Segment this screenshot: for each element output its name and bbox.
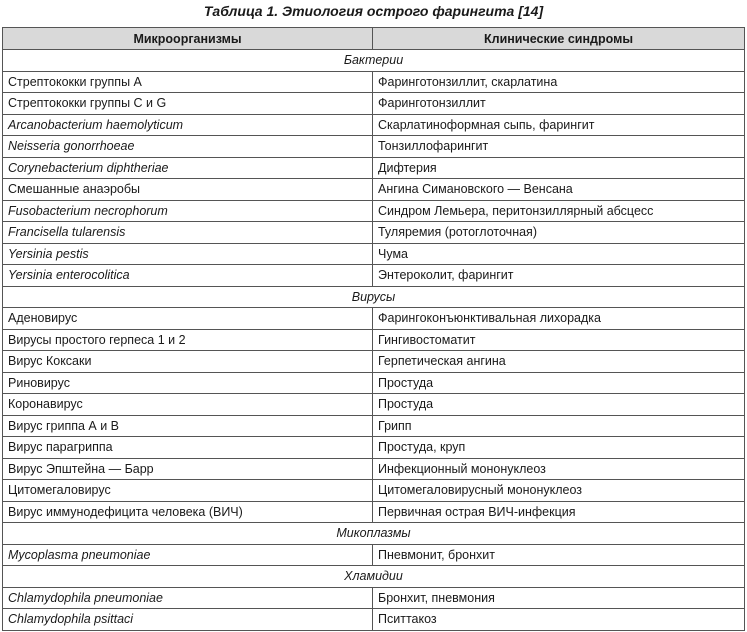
section-row bbox=[3, 286, 745, 308]
syndrome-cell: Первичная острая ВИЧ-инфекция bbox=[373, 501, 745, 523]
organism-cell: Вирус Коксаки bbox=[3, 351, 373, 373]
table-row bbox=[3, 329, 745, 351]
organism-cell: Mycoplasma pneumoniae bbox=[3, 544, 373, 566]
organism-cell: Arcanobacterium haemolyticum bbox=[3, 114, 373, 136]
table-row bbox=[3, 415, 745, 437]
organism-cell: Yersinia pestis bbox=[3, 243, 373, 265]
syndrome-cell: Энтероколит, фарингит bbox=[373, 265, 745, 287]
table-row bbox=[3, 179, 745, 201]
syndrome-cell: Туляремия (ротоглоточная) bbox=[373, 222, 745, 244]
organism-cell: Вирусы простого герпеса 1 и 2 bbox=[3, 329, 373, 351]
section-title: Бактерии bbox=[3, 50, 745, 72]
organism-cell: Смешанные анаэробы bbox=[3, 179, 373, 201]
organism-cell: Francisella tularensis bbox=[3, 222, 373, 244]
header-row bbox=[3, 28, 745, 50]
organism-cell: Neisseria gonorrhoeae bbox=[3, 136, 373, 158]
section-title: Вирусы bbox=[3, 286, 745, 308]
syndrome-cell: Цитомегаловирусный мононуклеоз bbox=[373, 480, 745, 502]
section-title: Микоплазмы bbox=[3, 523, 745, 545]
header-syndromes: Клинические синдромы bbox=[373, 28, 745, 50]
table-body bbox=[3, 50, 745, 631]
syndrome-cell: Гингивостоматит bbox=[373, 329, 745, 351]
syndrome-cell: Грипп bbox=[373, 415, 745, 437]
header-organisms: Микроорганизмы bbox=[3, 28, 373, 50]
syndrome-cell: Пситтакоз bbox=[373, 609, 745, 631]
table-row bbox=[3, 587, 745, 609]
organism-cell: Аденовирус bbox=[3, 308, 373, 330]
table-row bbox=[3, 243, 745, 265]
table-row bbox=[3, 609, 745, 631]
organism-cell: Стрептококки группы А bbox=[3, 71, 373, 93]
table-row bbox=[3, 501, 745, 523]
syndrome-cell: Простуда bbox=[373, 394, 745, 416]
syndrome-cell: Герпетическая ангина bbox=[373, 351, 745, 373]
etiology-table bbox=[2, 27, 745, 631]
syndrome-cell: Простуда bbox=[373, 372, 745, 394]
syndrome-cell: Простуда, круп bbox=[373, 437, 745, 459]
table-row bbox=[3, 222, 745, 244]
table-row bbox=[3, 114, 745, 136]
table-row bbox=[3, 480, 745, 502]
syndrome-cell: Тонзиллофарингит bbox=[373, 136, 745, 158]
organism-cell: Цитомегаловирус bbox=[3, 480, 373, 502]
syndrome-cell: Инфекционный мононуклеоз bbox=[373, 458, 745, 480]
section-row bbox=[3, 50, 745, 72]
syndrome-cell: Фаринготонзиллит, скарлатина bbox=[373, 71, 745, 93]
table-row bbox=[3, 351, 745, 373]
table-row bbox=[3, 200, 745, 222]
organism-cell: Вирус иммунодефицита человека (ВИЧ) bbox=[3, 501, 373, 523]
organism-cell: Коронавирус bbox=[3, 394, 373, 416]
table-title: Таблица 1. Этиология острого фарингита [14] bbox=[203, 3, 544, 19]
organism-cell: Chlamydophila psittaci bbox=[3, 609, 373, 631]
section-title: Хламидии bbox=[3, 566, 745, 588]
syndrome-cell: Пневмонит, бронхит bbox=[373, 544, 745, 566]
organism-cell: Chlamydophila pneumoniae bbox=[3, 587, 373, 609]
organism-cell: Стрептококки группы C и G bbox=[3, 93, 373, 115]
table-row bbox=[3, 458, 745, 480]
table-row bbox=[3, 136, 745, 158]
organism-cell: Corynebacterium diphtheriae bbox=[3, 157, 373, 179]
organism-cell: Вирус гриппа А и В bbox=[3, 415, 373, 437]
table-row bbox=[3, 308, 745, 330]
syndrome-cell: Дифтерия bbox=[373, 157, 745, 179]
syndrome-cell: Чума bbox=[373, 243, 745, 265]
syndrome-cell: Ангина Симановского — Венсана bbox=[373, 179, 745, 201]
syndrome-cell: Фаринготонзиллит bbox=[373, 93, 745, 115]
syndrome-cell: Фарингоконъюнктивальная лихорадка bbox=[373, 308, 745, 330]
organism-cell: Риновирус bbox=[3, 372, 373, 394]
table-row bbox=[3, 71, 745, 93]
section-row bbox=[3, 523, 745, 545]
organism-cell: Вирус парагриппа bbox=[3, 437, 373, 459]
table-row bbox=[3, 394, 745, 416]
table-row bbox=[3, 372, 745, 394]
syndrome-cell: Синдром Лемьера, перитонзиллярный абсцесс bbox=[373, 200, 745, 222]
organism-cell: Yersinia enterocolitica bbox=[3, 265, 373, 287]
table-row bbox=[3, 157, 745, 179]
table-row bbox=[3, 437, 745, 459]
organism-cell: Fusobacterium necrophorum bbox=[3, 200, 373, 222]
section-row bbox=[3, 566, 745, 588]
table-row bbox=[3, 544, 745, 566]
table-row bbox=[3, 265, 745, 287]
syndrome-cell: Бронхит, пневмония bbox=[373, 587, 745, 609]
syndrome-cell: Скарлатиноформная сыпь, фарингит bbox=[373, 114, 745, 136]
organism-cell: Вирус Эпштейна — Барр bbox=[3, 458, 373, 480]
table-row bbox=[3, 93, 745, 115]
